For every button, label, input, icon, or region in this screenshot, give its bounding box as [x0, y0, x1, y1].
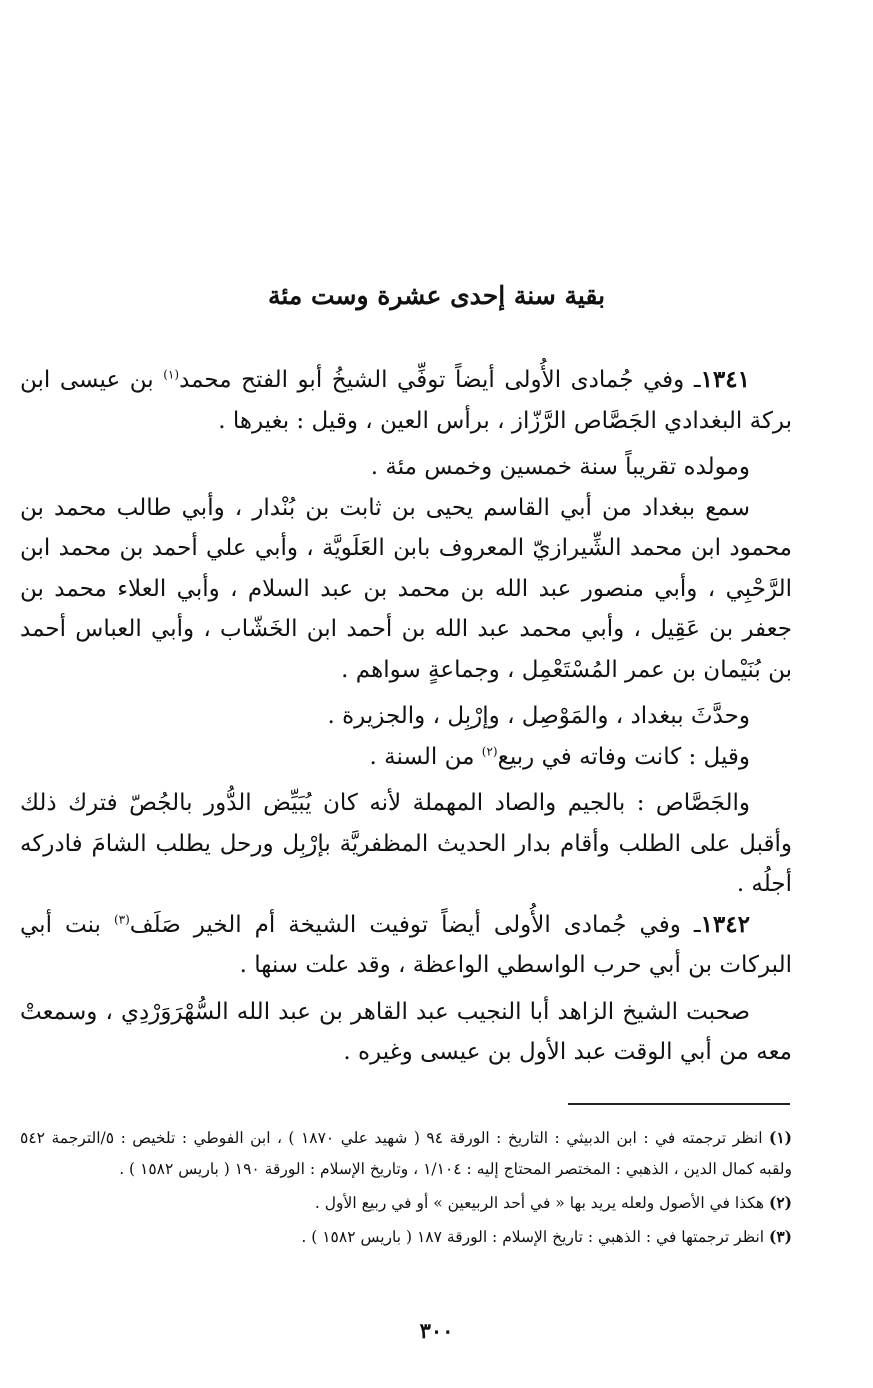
- entry-text-part: ـ وفي جُمادى الأُولى أيضاً توفِّي الشيخُ أبو الفتح محمد: [179, 367, 701, 393]
- paragraph-text-part: وقيل : كانت وفاته في ربيع: [497, 743, 750, 770]
- footnote-2: [20, 1187, 792, 1219]
- footnote-ref[interactable]: (٢): [481, 743, 498, 758]
- teachers-paragraph: سمع ببغداد من أبي القاسم يحيى بن ثابت بن بُنْدار ، وأبي طالب محمد بن محمود ابن محمد الشِّيرازيّ المعروف بابن العَلَويَّة ، وأبي علي أحمد بن محمد ابن الرَّحْبِي ، وأبي منصور عبد الله بن محمد بن عبد السلام ، وأبي العلاء محمد بن جعفر بن عَقِيل ، وأبي محمد عبد الله بن أحمد ابن الخَشّاب ، وأبي العباس أحمد بن بُنَيْمان بن عمر المُسْتَعْمِل ، وجماعةٍ سواهم .: [20, 494, 792, 683]
- footnote-1: [20, 1122, 792, 1185]
- footnote-ref[interactable]: (١): [163, 367, 180, 382]
- page-heading: بقية سنة إحدى عشرة وست مئة: [267, 281, 606, 310]
- entry-text-part: ـ وفي جُمادى الأُولى أيضاً توفيت الشيخة أم الخير صَلَف: [129, 911, 701, 938]
- footnote-text: انظر ترجمتها في : الذهبي : تاريخ الإسلام : الورقة ١٨٧ ( باريس ١٥٨٢ ) .: [301, 1228, 769, 1246]
- companionship-paragraph: صحبت الشيخ الزاهد أبا النجيب عبد القاهر بن عبد الله السُّهْرَوَرْدِي ، وسمعتْ معه من أبي الوقت عبد الأول بن عيسى وغيره .: [20, 998, 792, 1065]
- footnote-text: هكذا في الأصول ولعله يريد بها « في أحد الربيعين » أو في ربيع الأول .: [314, 1194, 769, 1212]
- footnote-number: (٣): [768, 1227, 792, 1246]
- entry-1342-paragraph: [20, 905, 792, 986]
- entry-number: ١٣٤١: [700, 366, 750, 393]
- page-number: ٣٠٠: [419, 1318, 454, 1343]
- footnote-text: انظر ترجمته في : ابن الدبيثي : التاريخ : الورقة ٩٤ ( شهيد علي ١٨٧٠ ) ، ابن الفوطي : تلخيص : ٥/الترجمة ٥٤٢ ولقبه كمال الدين ، الذهبي : المختصر المحتاج إليه : ١/١٠٤ ، وتاريخ الإسلام : الورقة ١٩٠ ( باريس ١٥٨٢ ) .: [20, 1129, 792, 1178]
- narration-paragraph: وحدَّثَ ببغداد ، والمَوْصِل ، وإرْبِل ، والجزيرة .: [327, 703, 750, 729]
- entry-text-part: بنت أبي البركات بن أبي حرب الواسطي الواعظة ، وقد علت سنها .: [20, 911, 792, 978]
- main-text: [20, 360, 792, 1073]
- jassas-explanation-paragraph: والجَصَّاص : بالجيم والصاد المهملة لأنه كان يُبَيِّض الدُّور بالجُصّ فترك ذلك وأقبل على الطلب وأقام بدار الحديث المظفريَّة بإرْبِل ورحل يطلب الشامَ فادركه أجلُه .: [20, 790, 792, 897]
- birth-paragraph: ومولده تقريباً سنة خمسين وخمس مئة .: [370, 454, 750, 480]
- entry-number: ١٣٤٢: [700, 910, 750, 938]
- footnote-divider: [568, 1103, 790, 1105]
- footnote-number: (١): [768, 1128, 792, 1147]
- death-date-paragraph: [20, 737, 792, 778]
- entry-1341-paragraph: [20, 360, 792, 441]
- paragraph-text-part: من السنة .: [369, 743, 482, 770]
- entry-text-part: بن عيسى ابن بركة البغدادي الجَصَّاص الرَّزّاز ، برأس العين ، وقيل : بغيرها .: [20, 367, 792, 434]
- footnote-ref[interactable]: (٣): [113, 911, 130, 926]
- footnotes-section: [20, 1122, 792, 1255]
- footnote-3: [20, 1221, 792, 1253]
- footnote-number: (٢): [768, 1193, 792, 1212]
